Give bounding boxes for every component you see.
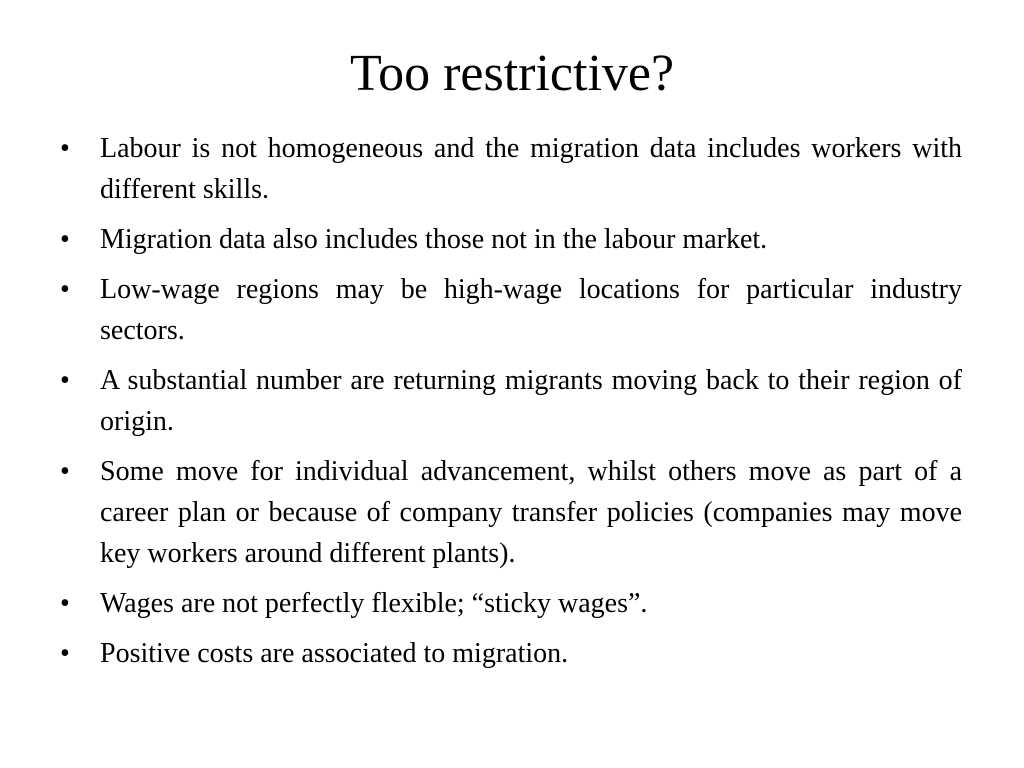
bullet-dot-icon: • <box>60 456 70 487</box>
bullet-list <box>60 128 962 683</box>
bullet-dot-icon: • <box>60 274 70 305</box>
bullet-dot-icon: • <box>60 365 70 396</box>
bullet-text: Labour is not homogeneous and the migration data includes workers with different skills. <box>100 133 962 205</box>
bullet-text: Low-wage regions may be high-wage locations for particular industry sectors. <box>100 274 962 346</box>
slide-title: Too restrictive? <box>349 45 675 102</box>
bullet-item <box>60 451 962 574</box>
bullet-item <box>60 128 962 210</box>
bullet-text: Some move for individual advancement, whilst others move as part of a career plan or because of company transfer policies (companies may move key workers around different plants). <box>100 456 962 569</box>
bullet-dot-icon: • <box>60 224 70 255</box>
bullet-item <box>60 360 962 442</box>
bullet-dot-icon: • <box>60 638 70 669</box>
bullet-item <box>60 633 962 674</box>
bullet-dot-icon: • <box>60 133 70 164</box>
bullet-item <box>60 583 962 624</box>
bullet-text: Migration data also includes those not in the labour market. <box>100 224 768 255</box>
bullet-item <box>60 269 962 351</box>
bullet-item <box>60 219 962 260</box>
bullet-text: Positive costs are associated to migration. <box>100 638 569 669</box>
bullet-text: Wages are not perfectly flexible; “sticky wages”. <box>100 588 648 619</box>
bullet-text: A substantial number are returning migrants moving back to their region of origin. <box>100 365 962 437</box>
bullet-dot-icon: • <box>60 588 70 619</box>
